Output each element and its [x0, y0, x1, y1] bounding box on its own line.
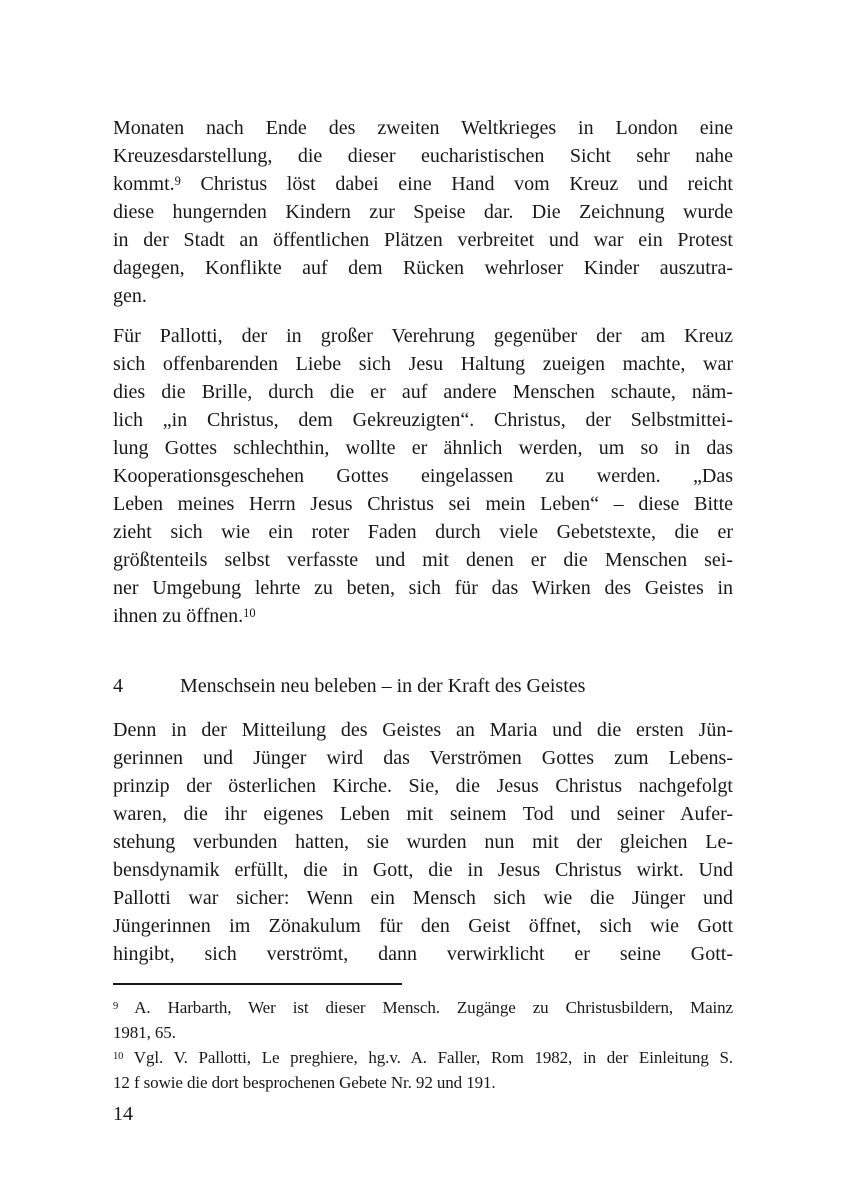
text-line: 12 f sowie die dort besprochenen Gebete Nr. 92 und 191. — [113, 1073, 496, 1092]
text-line: in der Stadt an öffentlichen Plätzen verbreitet und war ein Protest — [113, 229, 733, 251]
text-line: $^{10}$ Vgl. V. Pallotti, Le preghiere, hg.v. A. Faller, Rom 1982, in der Einleitung S. — [113, 1048, 733, 1067]
text-line: stehung verbunden hatten, sie wurden nun mit der gleichen Le- — [113, 831, 733, 853]
section-heading — [113, 672, 733, 700]
text-line: Kooperationsgeschehen Gottes eingelassen zu werden. „Das — [113, 465, 733, 487]
text-line: größtenteils selbst verfasste und mit denen er die Menschen sei- — [113, 549, 733, 571]
text-line: bensdynamik erfüllt, die in Gott, die in Jesus Christus wirkt. Und — [113, 859, 733, 881]
text-line: ihnen zu öffnen.$^{10}$ — [113, 605, 256, 627]
text-line: lich „in Christus, dem Gekreuzigten“. Christus, der Selbstmittei- — [113, 409, 733, 431]
text-line: gerinnen und Jünger wird das Verströmen Gottes zum Lebens- — [113, 747, 733, 769]
text-line: Jüngerinnen im Zönakulum für den Geist öffnet, sich wie Gott — [113, 915, 733, 937]
text-line: gen. — [113, 285, 147, 307]
text-line: sich offenbarenden Liebe sich Jesu Haltung zueigen machte, war — [113, 353, 733, 375]
footnote-9 — [113, 995, 733, 1045]
text-line: Pallotti war sicher: Wenn ein Mensch sich wie die Jünger und — [113, 887, 733, 909]
text-line: kommt.$^9$ Christus löst dabei eine Hand vom Kreuz und reicht — [113, 173, 733, 195]
text-line: zieht sich wie ein roter Faden durch viele Gebetstexte, die er — [113, 521, 733, 543]
section-heading-number: 4 — [113, 675, 123, 697]
paragraph-2 — [113, 322, 733, 630]
text-line: lung Gottes schlechthin, wollte er ähnlich werden, um so in das — [113, 437, 733, 459]
text-line: diese hungernden Kindern zur Speise dar. Die Zeichnung wurde — [113, 201, 733, 223]
text-line: 1981, 65. — [113, 1023, 176, 1042]
text-line: $^9$ A. Harbarth, Wer ist dieser Mensch. Zugänge zu Christusbildern, Mainz — [113, 998, 733, 1017]
footnote-10 — [113, 1045, 733, 1095]
paragraph-1 — [113, 114, 733, 310]
text-line: prinzip der österlichen Kirche. Sie, die Jesus Christus nachgefolgt — [113, 775, 733, 797]
paragraph-3 — [113, 716, 733, 968]
text-line: dies die Brille, durch die er auf andere Menschen schaute, näm- — [113, 381, 733, 403]
text-line: dagegen, Konflikte auf dem Rücken wehrloser Kinder auszutra- — [113, 257, 733, 279]
text-line: Leben meines Herrn Jesus Christus sei mein Leben“ – diese Bitte — [113, 493, 733, 515]
text-line: hingibt, sich verströmt, dann verwirklicht er seine Gott- — [113, 943, 733, 965]
text-line: Denn in der Mitteilung des Geistes an Maria und die ersten Jün- — [113, 719, 733, 741]
text-line: Für Pallotti, der in großer Verehrung gegenüber der am Kreuz — [113, 325, 733, 347]
page-number: 14 — [113, 1103, 133, 1125]
footnote-separator-rule — [113, 983, 402, 985]
text-line: Kreuzesdarstellung, die dieser eucharistischen Sicht sehr nahe — [113, 145, 733, 167]
text-line: ner Umgebung lehrte zu beten, sich für das Wirken des Geistes in — [113, 577, 733, 599]
text-line: Monaten nach Ende des zweiten Weltkrieges in London eine — [113, 117, 733, 139]
text-line: waren, die ihr eigenes Leben mit seinem Tod und seiner Aufer- — [113, 803, 733, 825]
section-heading-text: Menschsein neu beleben – in der Kraft des Geistes — [180, 675, 586, 697]
